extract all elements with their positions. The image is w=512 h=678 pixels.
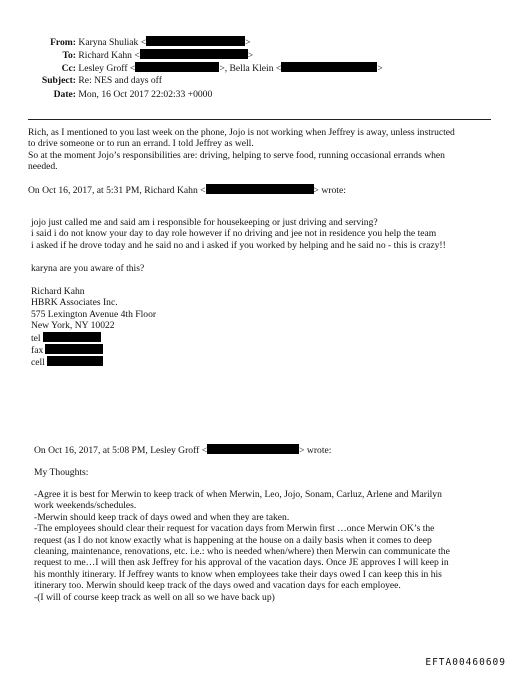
quote-line: his monthly itinerary. If Jeffrey wants to know when employees take their days owed I can keep this in his xyxy=(34,568,442,580)
quote-line: -Agree it is best for Merwin to keep track of when Merwin, Leo, Jojo, Sonam, Carluz, Arlene and Marilyn xyxy=(34,489,442,500)
bates-stamp: EFTA00460609 xyxy=(425,656,506,668)
quote-line: request (as I do not know exactly what is happening at the house on a daily basis when it comes to deep xyxy=(34,534,432,546)
message-line: to drive someone or to run an errand. I told Jeffrey as well. xyxy=(28,138,254,150)
quote-line: work weekends/schedules. xyxy=(34,500,137,512)
signature-fax: fax xyxy=(31,344,512,356)
date-value: Mon, 16 Oct 2017 22:02:33 +0000 xyxy=(78,89,213,100)
date-label: Date: xyxy=(53,89,76,100)
subject-value: Re: NES and days off xyxy=(78,75,162,86)
to-value: Richard Kahn < xyxy=(78,50,140,61)
header-divider xyxy=(28,119,491,120)
quote2-thoughts: My Thoughts: xyxy=(34,467,89,478)
signature-line: New York, NY 10022 xyxy=(31,320,115,332)
header-to: To: Richard Kahn < > xyxy=(0,49,253,61)
header-from: From: Karyna Shuliak < > xyxy=(0,36,251,48)
quote-line: i said i do not know your day to day role however if no driving and jee not in residence you help the team xyxy=(31,228,437,240)
header-subject xyxy=(0,75,162,86)
redaction xyxy=(140,49,248,59)
redaction xyxy=(135,62,219,72)
quote1-intro: On Oct 16, 2017, at 5:31 PM, Richard Kahn < > wrote: xyxy=(28,185,346,196)
quote-line: -The employees should clear their request for vacation days from Merwin first …once Merwin OK’s the xyxy=(34,523,435,535)
message-body xyxy=(28,127,512,173)
redaction xyxy=(47,356,103,366)
redaction xyxy=(207,444,299,454)
from-value: Karyna Shuliak < xyxy=(78,37,147,48)
signature-line: Richard Kahn xyxy=(31,286,85,297)
quote-line: request to me…I will then ask Jeffrey for his approval of the vacation days. Once JE approves I will keep in xyxy=(34,557,449,569)
signature-line: 575 Lexington Avenue 4th Floor xyxy=(31,308,157,320)
signature-tel: tel xyxy=(31,332,512,344)
header-cc: Cc: Lesley Groff < >, Bella Klein < > xyxy=(0,62,383,74)
message-line: So at the moment Jojo’s responsibilities are: driving, helping to serve food, running occasional errands when xyxy=(28,149,445,161)
quote1-body xyxy=(31,217,512,251)
header-date xyxy=(0,89,212,100)
quote-line: -(I will of course keep track as well on all so we have back up) xyxy=(34,591,275,603)
quote-line: i asked if he drove today and he said no and i asked if you worked by helping and he said no - this is crazy!! xyxy=(31,239,446,251)
quote2-intro: On Oct 16, 2017, at 5:08 PM, Lesley Groff < > wrote: xyxy=(34,445,332,456)
redaction xyxy=(45,344,103,354)
quote2-body xyxy=(34,489,512,603)
quote-line: cleaning, maintenance, renovations, etc. i.e.: who is needed when/where) then Merwin can communicate the xyxy=(34,546,450,558)
signature-block xyxy=(31,286,512,369)
message-line: Rich, as I mentioned to you last week on the phone, Jojo is not working when Jeffrey is away, unless instructed xyxy=(28,127,455,138)
redaction xyxy=(43,332,101,342)
quote-line: itinerary too. Merwin should keep track of the days owed and vacation days for each employee. xyxy=(34,580,401,592)
redaction xyxy=(206,184,314,194)
quote-line: jojo just called me and said am i responsible for housekeeping or just driving and serving? xyxy=(31,217,378,228)
subject-label: Subject: xyxy=(41,75,76,86)
to-label: To: xyxy=(62,50,76,61)
cc-label: Cc: xyxy=(61,63,76,74)
cc-value: Lesley Groff < xyxy=(78,63,136,74)
redaction xyxy=(281,62,377,72)
from-label: From: xyxy=(50,37,76,48)
message-line: needed. xyxy=(28,161,58,173)
redaction xyxy=(146,36,245,46)
quote1-question: karyna are you aware of this? xyxy=(31,263,145,274)
quote-line: -Merwin should keep track of days owed and when they are taken. xyxy=(34,511,290,523)
signature-line: HBRK Associates Inc. xyxy=(31,297,118,309)
signature-cell: cell xyxy=(31,356,512,368)
